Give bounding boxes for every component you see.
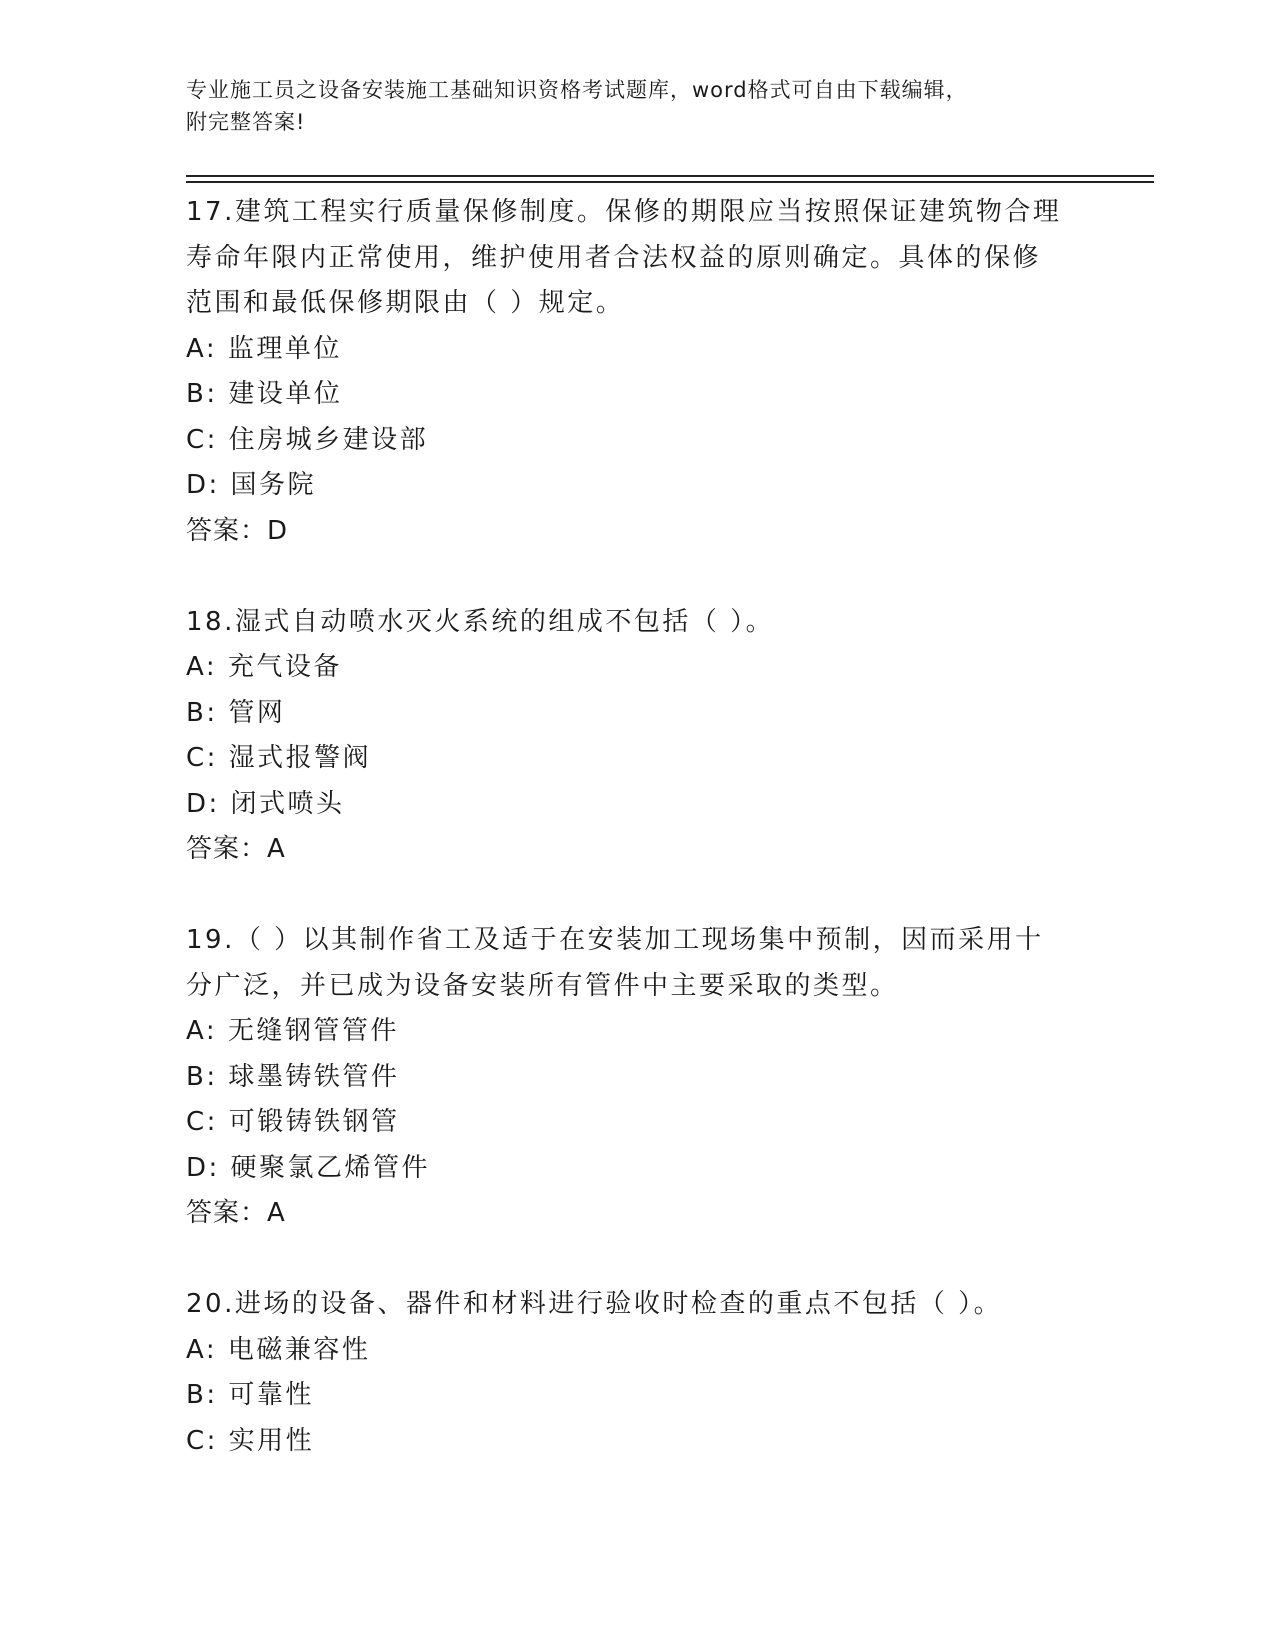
question-18 [186,600,1086,873]
option-c: C: 住房城乡建设部 [186,424,429,455]
question-20 [186,1282,1086,1464]
header-line-1: 专业施工员之设备安装施工基础知识资格考试题库，word格式可自由下载编辑， [186,78,968,102]
option-d: D: 国务院 [186,470,317,500]
spacer [186,554,1086,600]
answer: 答案：A [186,834,286,864]
question-stem-line: 17.建筑工程实行质量保修制度。保修的期限应当按照保证建筑物合理 [186,197,1062,227]
question-stem-line: 寿命年限内正常使用，维护使用者合法权益的原则确定。具体的保修 [186,242,1042,273]
option-b: B: 建设单位 [186,379,343,409]
header-divider-top [186,175,1154,177]
option-b: B: 管网 [186,697,286,728]
option-a: A: 充气设备 [186,652,342,682]
question-17 [186,190,1086,554]
option-d: D: 闭式喷头 [186,788,345,819]
option-c: C: 湿式报警阀 [186,743,372,773]
spacer [186,1237,1086,1283]
header-divider-bottom [186,181,1154,183]
answer: 答案：D [186,515,289,546]
option-a: A: 电磁兼容性 [186,1334,371,1365]
option-c: C: 可锻铸铁钢管 [186,1107,400,1137]
option-b: B: 可靠性 [186,1380,314,1410]
option-b: B: 球墨铸铁管件 [186,1061,400,1092]
spacer [186,873,1086,919]
question-stem-line: 范围和最低保修期限由（ ）规定。 [186,288,625,318]
question-19 [186,918,1086,1237]
option-a: A: 无缝钢管管件 [186,1016,399,1046]
question-stem-line: 19.（ ）以其制作省工及适于在安装加工现场集中预制，因而采用十 [186,925,1044,955]
document-header [186,74,1066,138]
question-stem-line: 18.湿式自动喷水灭火系统的组成不包括（ ）。 [186,606,775,637]
option-c: C: 实用性 [186,1425,315,1456]
question-stem-line: 20.进场的设备、器件和材料进行验收时检查的重点不包括（ ）。 [186,1289,1003,1319]
question-stem-line: 分广泛，并已成为设备安装所有管件中主要采取的类型。 [186,970,899,1001]
question-list [186,190,1086,1464]
answer: 答案：A [186,1198,286,1228]
header-line-2: 附完整答案! [186,110,306,134]
option-a: A: 监理单位 [186,333,342,364]
option-d: D: 硬聚氯乙烯管件 [186,1152,431,1183]
